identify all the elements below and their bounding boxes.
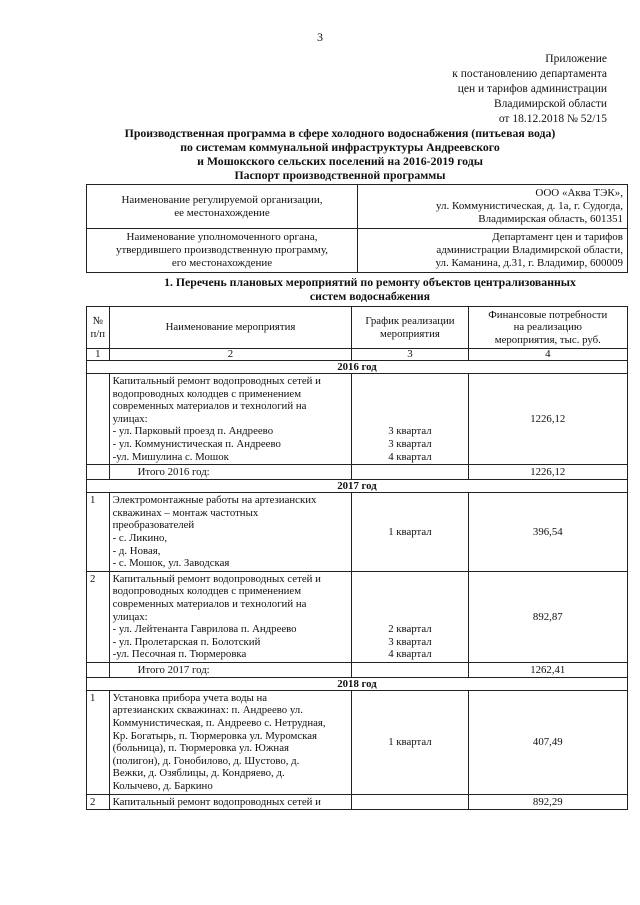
table-row — [87, 794, 628, 810]
measure-name: Установка прибора учета воды на артезианских скважинах: п. Андреево ул. Коммунистическая, п. Андреево с. Нетрудная, Кр. Богатырь, п. Тюрмеровка ул. Муромская (больница), п. Тюрмеровка ул. Южная (полигон), д. Гонобилово, д. Шустово, д. Вежки, д. Озяблицы, д. Кондряево, д. Колычево, д. Баркино — [109, 690, 352, 794]
header-finance: Финансовые потребности на реализацию мероприятия, тыс. руб. — [468, 307, 627, 349]
total-row-2016 — [87, 465, 628, 480]
measure-name: Капитальный ремонт водопроводных сетей и — [109, 794, 352, 810]
total-label: Итого 2016 год: — [109, 465, 352, 480]
column-number: 2 — [109, 349, 352, 361]
appendix-line: Владимирской области — [493, 98, 607, 110]
document-title — [60, 126, 620, 182]
measures-table — [86, 306, 628, 810]
table-row — [87, 374, 628, 465]
header-num: № п/п — [87, 307, 110, 349]
column-number: 1 — [87, 349, 110, 361]
row-number: 2 — [87, 571, 110, 662]
table-row — [87, 571, 628, 662]
column-number-row — [87, 349, 628, 361]
section-heading — [110, 275, 630, 303]
column-number: 4 — [468, 349, 627, 361]
total-label: Итого 2017 год: — [109, 662, 352, 677]
table-row — [87, 493, 628, 572]
total-schedule — [352, 465, 468, 480]
year-label: 2017 год — [87, 480, 628, 493]
measure-schedule: 1 квартал — [352, 690, 468, 794]
appendix-line: цен и тарифов администрации — [457, 83, 607, 95]
measure-name: Электромонтажные работы на артезианских скважинах – монтаж частотных преобразователей - с. Ликино, - д. Новая, - с. Мошок, ул. Заводская — [109, 493, 352, 572]
section-heading-line: 1. Перечень плановых мероприятий по ремонту объектов централизованных — [164, 275, 576, 289]
title-line: и Мошокского сельских поселений на 2016-2019 годы — [197, 154, 483, 168]
row-number: 1 — [87, 690, 110, 794]
appendix-line: к постановлению департамента — [452, 68, 607, 80]
measure-finance: 407,49 — [468, 690, 627, 794]
passport-org-value: ООО «Аква ТЭК», ул. Коммунистическая, д. 1а, г. Судогда, Владимирская область, 601351 — [358, 185, 628, 229]
measure-schedule: 1 квартал — [352, 493, 468, 572]
measure-name: Капитальный ремонт водопроводных сетей и водопроводных колодцев с применением современных материалов и технологий на улицах: - ул. Парковый проезд п. Андреево - ул. Коммунистическая п. Андреево -ул. Мишулина с. Мошок — [109, 374, 352, 465]
passport-authority-label: Наименование уполномоченного органа, утвердившего производственную программу, его местонахождение — [87, 229, 358, 273]
year-label: 2016 год — [87, 361, 628, 374]
passport-authority-value: Департамент цен и тарифов администрации Владимирской области, ул. Каманина, д.31, г. Владимир, 600009 — [358, 229, 628, 273]
measure-finance: 892,87 — [468, 571, 627, 662]
header-schedule: График реализации мероприятия — [352, 307, 468, 349]
year-row-2016 — [87, 361, 628, 374]
table-row — [87, 690, 628, 794]
section-heading-line: систем водоснабжения — [309, 289, 431, 303]
appendix-line: от 18.12.2018 № 52/15 — [498, 113, 607, 125]
appendix-block — [367, 52, 607, 127]
measure-schedule: 3 квартал 3 квартал 4 квартал — [352, 374, 468, 465]
table-header-row — [87, 307, 628, 349]
total-value: 1226,12 — [468, 465, 627, 480]
year-label: 2018 год — [87, 677, 628, 690]
year-row-2018 — [87, 677, 628, 690]
title-line: по системам коммунальной инфраструктуры Андреевского — [180, 140, 500, 154]
passport-table — [86, 184, 628, 273]
measure-finance: 892,29 — [468, 794, 627, 810]
year-row-2017 — [87, 480, 628, 493]
row-number: 1 — [87, 493, 110, 572]
row-number: 2 — [87, 794, 110, 810]
measure-schedule — [352, 794, 468, 810]
passport-org-label: Наименование регулируемой организации, ее местонахождение — [87, 185, 358, 229]
total-num — [87, 465, 110, 480]
measure-finance: 1226,12 — [468, 374, 627, 465]
measure-name: Капитальный ремонт водопроводных сетей и водопроводных колодцев с применением современных материалов и технологий на улицах: - ул. Лейтенанта Гаврилова п. Андреево - ул. Пролетарская п. Болотский -ул. Песочная п. Тюрмеровка — [109, 571, 352, 662]
appendix-line: Приложение — [545, 53, 607, 65]
total-schedule — [352, 662, 468, 677]
column-number: 3 — [352, 349, 468, 361]
title-line: Производственная программа в сфере холодного водоснабжения (питьевая вода) — [124, 126, 556, 140]
header-name: Наименование мероприятия — [109, 307, 352, 349]
measure-schedule: 2 квартал 3 квартал 4 квартал — [352, 571, 468, 662]
measure-finance: 396,54 — [468, 493, 627, 572]
total-num — [87, 662, 110, 677]
total-row-2017 — [87, 662, 628, 677]
row-number — [87, 374, 110, 465]
passport-heading: Паспорт производственной программы — [234, 168, 446, 182]
total-value: 1262,41 — [468, 662, 627, 677]
page-number: 3 — [317, 30, 323, 44]
